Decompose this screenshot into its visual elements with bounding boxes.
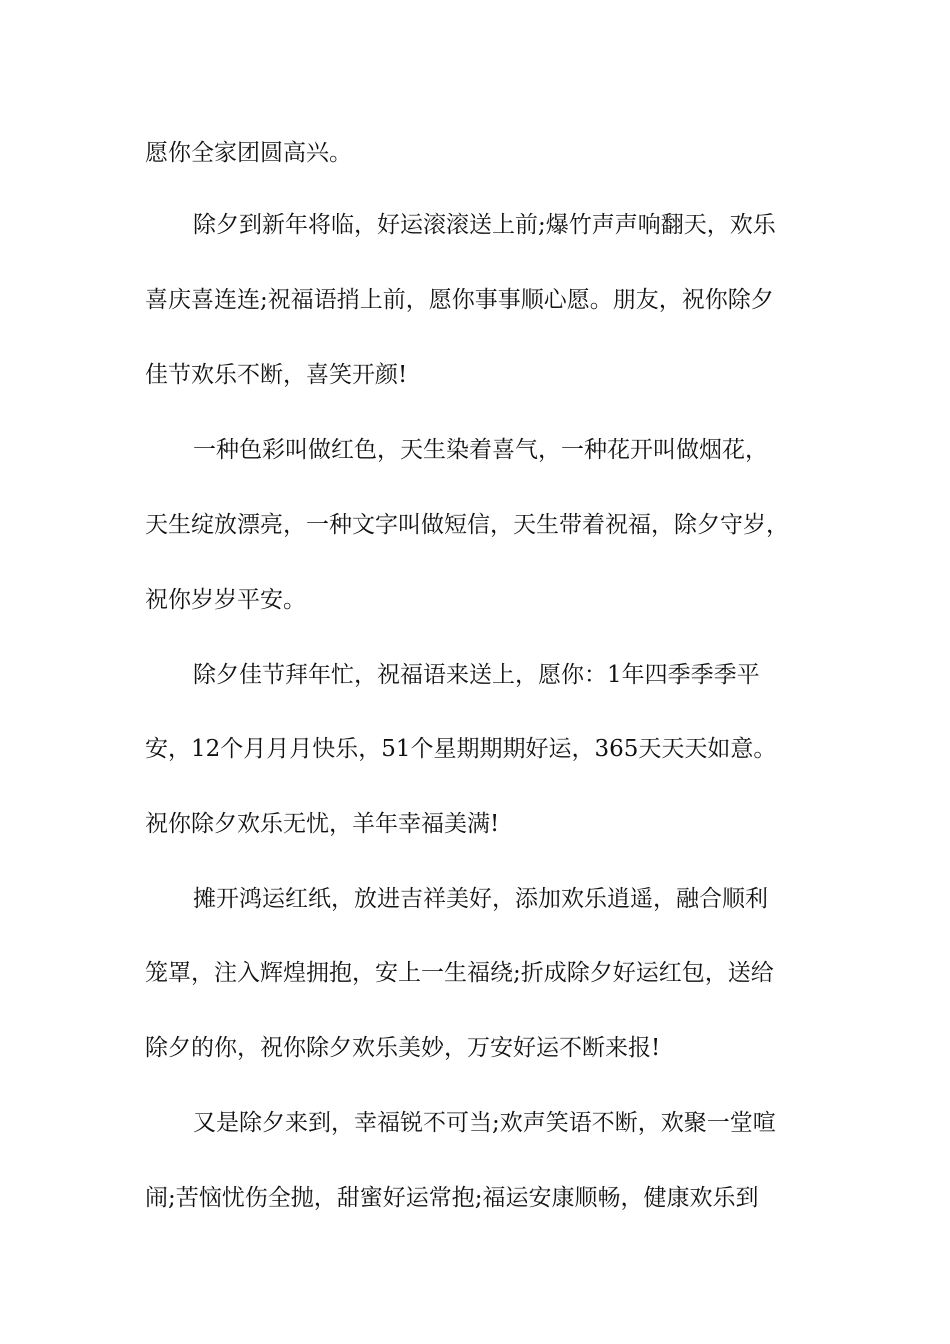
paragraph-first-line: 除夕到新年将临，好运滚滚送上前;爆竹声声响翻天，欢乐 [193, 212, 776, 238]
text-line: 天生绽放漂亮，一种文字叫做短信，天生带着祝福，除夕守岁， [145, 512, 789, 538]
text-line: 除夕的你，祝你除夕欢乐美妙，万安好运不断来报! [145, 1035, 661, 1061]
text-line: 安，12个月月月快乐，51个星期期期好运，365天天天如意。 [145, 736, 777, 762]
paragraph-first-line: 一种色彩叫做红色，天生染着喜气，一种花开叫做烟花， [193, 437, 768, 463]
text-line: 佳节欢乐不断，喜笑开颜! [145, 362, 408, 388]
text-line: 祝你除夕欢乐无忧，羊年幸福美满! [145, 811, 500, 837]
text-line: 闹;苦恼忧伤全抛，甜蜜好运常抱;福运安康顺畅，健康欢乐到 [145, 1185, 759, 1211]
text-line: 愿你全家团圆高兴。 [145, 140, 352, 166]
text-line: 祝你岁岁平安。 [145, 587, 306, 613]
text-line: 喜庆喜连连;祝福语捎上前，愿你事事顺心愿。朋友，祝你除夕 [145, 287, 774, 313]
text-line: 笼罩，注入辉煌拥抱，安上一生福绕;折成除夕好运红包，送给 [145, 960, 774, 986]
paragraph-first-line: 又是除夕来到，幸福锐不可当;欢声笑语不断，欢聚一堂喧 [193, 1110, 776, 1136]
paragraph-first-line: 除夕佳节拜年忙，祝福语来送上，愿你：1年四季季季平 [193, 662, 760, 688]
paragraph-first-line: 摊开鸿运红纸，放进吉祥美好，添加欢乐逍遥，融合顺利 [193, 886, 768, 912]
